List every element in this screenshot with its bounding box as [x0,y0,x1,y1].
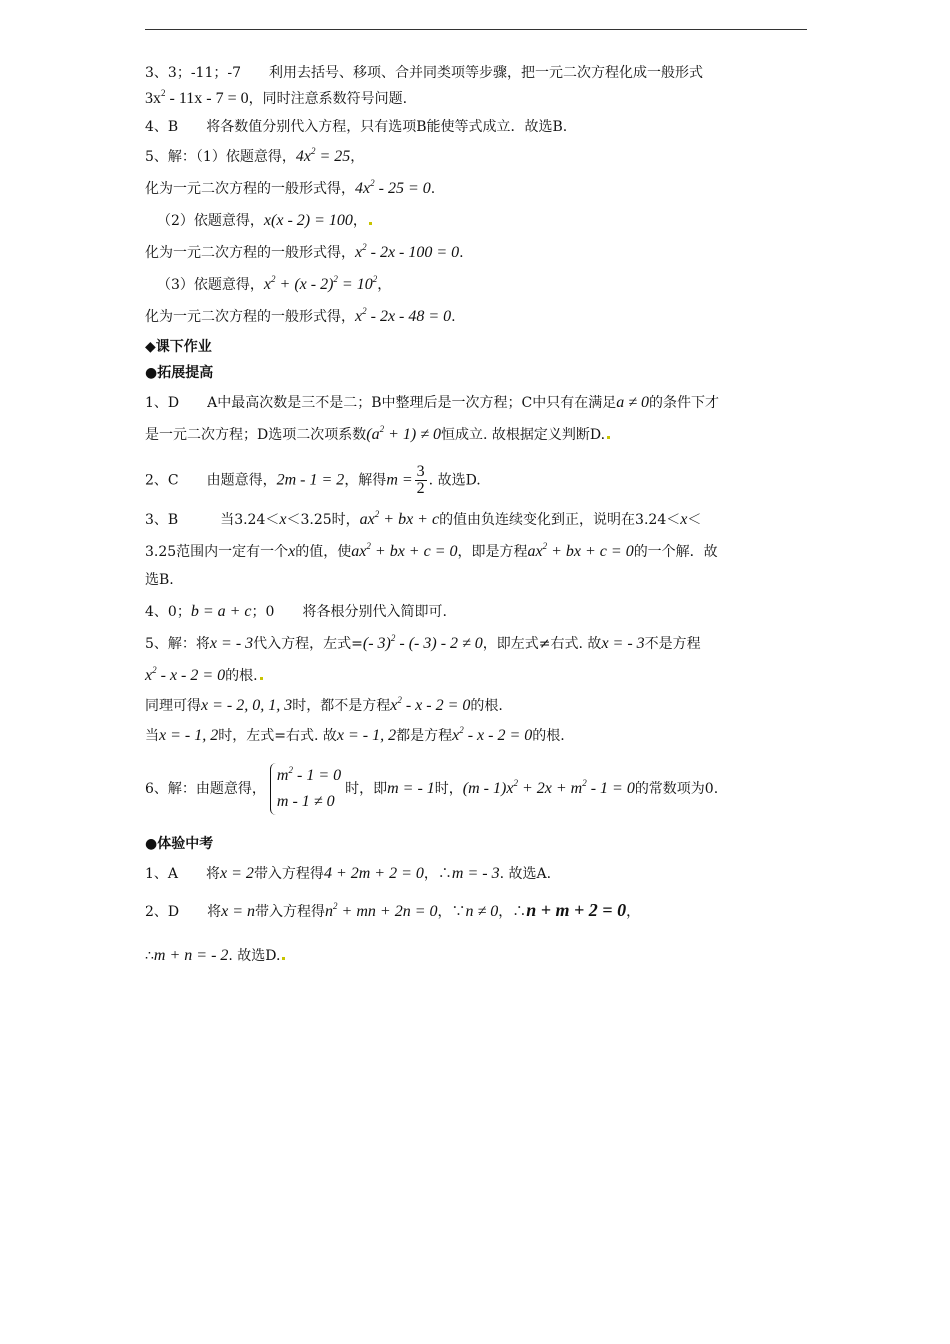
ext-answer-5-cont [145,665,807,687]
answer-document [145,62,807,967]
text: ，∴ [423,866,452,882]
ext-answer-2 [145,464,807,497]
equation: $ax^2$ + bx + c [359,509,440,528]
text: ， [626,904,641,920]
text: 不是方程 [644,636,701,652]
answer-3-cont [145,88,807,110]
text: 的一个解．故 [633,544,718,560]
text: . 故选D. [428,472,481,489]
text: 化为一元二次方程的一般形式得， [145,245,355,261]
equation: $x^2 - x - 2 = 0$ [390,695,471,714]
text: 3、B 当3.24＜ [145,512,280,528]
ext-answer-3 [145,509,807,531]
text: . [459,245,464,261]
text: 时，都不是方程 [292,698,391,714]
answer-5-part2 [145,210,807,232]
text: 带入方程得 [255,904,326,920]
answer-5-part3 [145,274,807,296]
equation: $ax^2$ + bx + c = 0 [351,541,458,560]
text: ，解得 [344,472,387,489]
section-heading-extension: ●拓展提高 [145,365,214,381]
answer-5-part1 [145,146,807,168]
equation: x = n [221,903,256,920]
text: 带入方程得 [253,866,324,882]
text: . [430,181,436,197]
ext-answer-3-cont [145,541,807,563]
text: ，同时注意系数符号问题. [248,91,408,107]
mark-dot [607,436,610,439]
text: 1、D A中最高次数是三不是二；B中整理后是一次方程；C中只有在满足 [145,395,617,411]
equation: x(x - 2) = 100 [263,212,353,229]
text: 同理可得 [145,698,201,714]
equation: 4 + 2m + 2 = 0 [323,865,424,882]
equation: x = - 1, 2 [336,727,397,744]
ext-answer-5 [145,633,807,655]
equation: $(m - 1)x^2 + 2x + m^2 - 1 = 0$ [462,778,635,797]
text: 的根. [225,668,258,684]
equation: n + m + 2 = 0 [526,900,627,920]
variable: x [680,511,688,528]
ext-answer-1-cont [145,424,807,446]
text: ， [350,149,365,165]
ext-answer-1 [145,392,807,414]
equation: x = 2 [220,865,254,882]
text: 是一元二次方程；D选项二次项系数 [145,427,367,443]
equation-system [270,763,341,815]
answer-5-part3-general [145,306,807,328]
system-line-1: $m^2 - 1 = 0$ [276,765,342,784]
text: 代入方程，左式= [253,636,363,652]
mark-dot [369,222,372,225]
mark-dot [282,957,285,960]
equation: (- 3)$^2$ - (- 3) - 2 ≠ 0 [362,633,483,652]
equation: $x^2 - 2x - 48 = 0$ [355,306,452,325]
text: 的常数项为0. [634,781,719,797]
text: 的值，使 [295,544,352,560]
text: 当 [145,728,159,744]
text: 的根. [532,728,565,744]
equation: a ≠ 0 [616,394,650,411]
fraction [415,464,427,497]
text: ，∴ [498,904,527,920]
exam-answer-1 [145,863,807,885]
equation: x = - 3 [601,635,645,652]
text: . 故选D. [228,948,281,964]
text: ，即左式≠右式. 故 [482,636,602,652]
text: ， [377,277,392,293]
equation: $3x^2 - 11x - 7 = 0$ [145,88,249,107]
equation: b = a + c [190,603,252,620]
answer-5-part1-general [145,178,807,200]
equation: m = - 3 [451,865,500,882]
text: 恒成立. 故根据定义判断D. [440,427,606,443]
text: ＜ [687,512,702,528]
exam-answer-2-cont [145,945,807,967]
equation: x = - 2, 0, 1, 3 [201,697,293,714]
answer-3: 3、3；-11；-7 利用去括号、移项、合并同类项等步骤，把一元二次方程化成一般形式 [145,65,703,81]
text: 都是方程 [396,728,453,744]
equation: m = [386,471,413,489]
system-line-2: m - 1 ≠ 0 [276,793,335,810]
section-heading-homework: ◆课下作业 [145,339,212,355]
text: 5、解：将 [145,636,210,652]
ext-answer-5-conclusion [145,725,807,747]
text: ＜3.25时， [286,512,360,528]
text: 化为一元二次方程的一般形式得， [145,309,355,325]
text: ， [352,213,367,229]
equation: $x^2 - x - 2 = 0$ [452,725,533,744]
equation: m + n = - 2 [153,947,229,964]
header-rule [145,29,807,30]
equation: m = - 1 [387,780,435,797]
text: 的条件下才 [649,395,720,411]
text: 时， [434,781,463,797]
text: 5、解：（1）依题意得， [145,149,296,165]
text: 4、0； [145,604,191,620]
ext-answer-5-similarly [145,695,807,717]
ext-answer-6 [145,761,807,817]
equation: n ≠ 0 [465,903,499,920]
answer-5-part2-general [145,242,807,264]
text: 2、D 将 [145,904,222,920]
equation: 2m - 1 = 2 [276,471,345,489]
text: 时，左式=右式. 故 [218,728,337,744]
equation: $x^2 - 2x - 100 = 0$ [355,242,460,261]
equation: $x^2 + (x - 2)^2 = 10^2$ [263,274,378,293]
equation: $ax^2$ + bx + c = 0 [527,541,634,560]
text: ，∵ [437,904,466,920]
text: （2）依题意得， [157,213,264,229]
equation: $4x^2 = 25$ [295,146,351,165]
text: 2、C 由题意得， [145,472,277,489]
equation: x = - 3 [209,635,254,652]
equation: $4x^2 - 25 = 0$ [355,178,431,197]
text: 化为一元二次方程的一般形式得， [145,181,355,197]
equation: $n^2$ + mn + 2n = 0 [325,901,438,920]
text: . 故选A. [499,866,552,882]
equation: x = - 1, 2 [159,727,219,744]
text: 的值由负连续变化到正，说明在3.24＜ [439,512,681,528]
answer-4: 4、B 将各数值分别代入方程，只有选项B能使等式成立．故选B. [145,119,568,135]
ext-answer-3-end: 选B. [145,572,174,588]
text: 6、解：由题意得， [145,781,266,797]
mark-dot [260,677,263,680]
fraction-numerator: 3 [416,463,425,480]
exam-answer-2 [145,899,807,923]
text: . [451,309,456,325]
text: （3）依题意得， [157,277,264,293]
text: 的根. [470,698,503,714]
text: ∴ [145,948,154,964]
variable: x [279,511,287,528]
text: 时，即 [345,781,388,797]
text: ；0 将各根分别代入简即可. [251,604,447,620]
text: 1、A 将 [145,866,221,882]
text: ，即是方程 [457,544,528,560]
text: 3.25范围内一定有一个 [145,544,289,560]
ext-answer-4 [145,601,807,623]
section-heading-exam: ●体验中考 [145,836,214,852]
fraction-denominator: 2 [416,480,425,497]
variable: x [288,543,296,560]
equation: $x^2 - x - 2 = 0$ [145,665,226,684]
equation: $(a^2 + 1) \ne 0$ [366,424,441,443]
